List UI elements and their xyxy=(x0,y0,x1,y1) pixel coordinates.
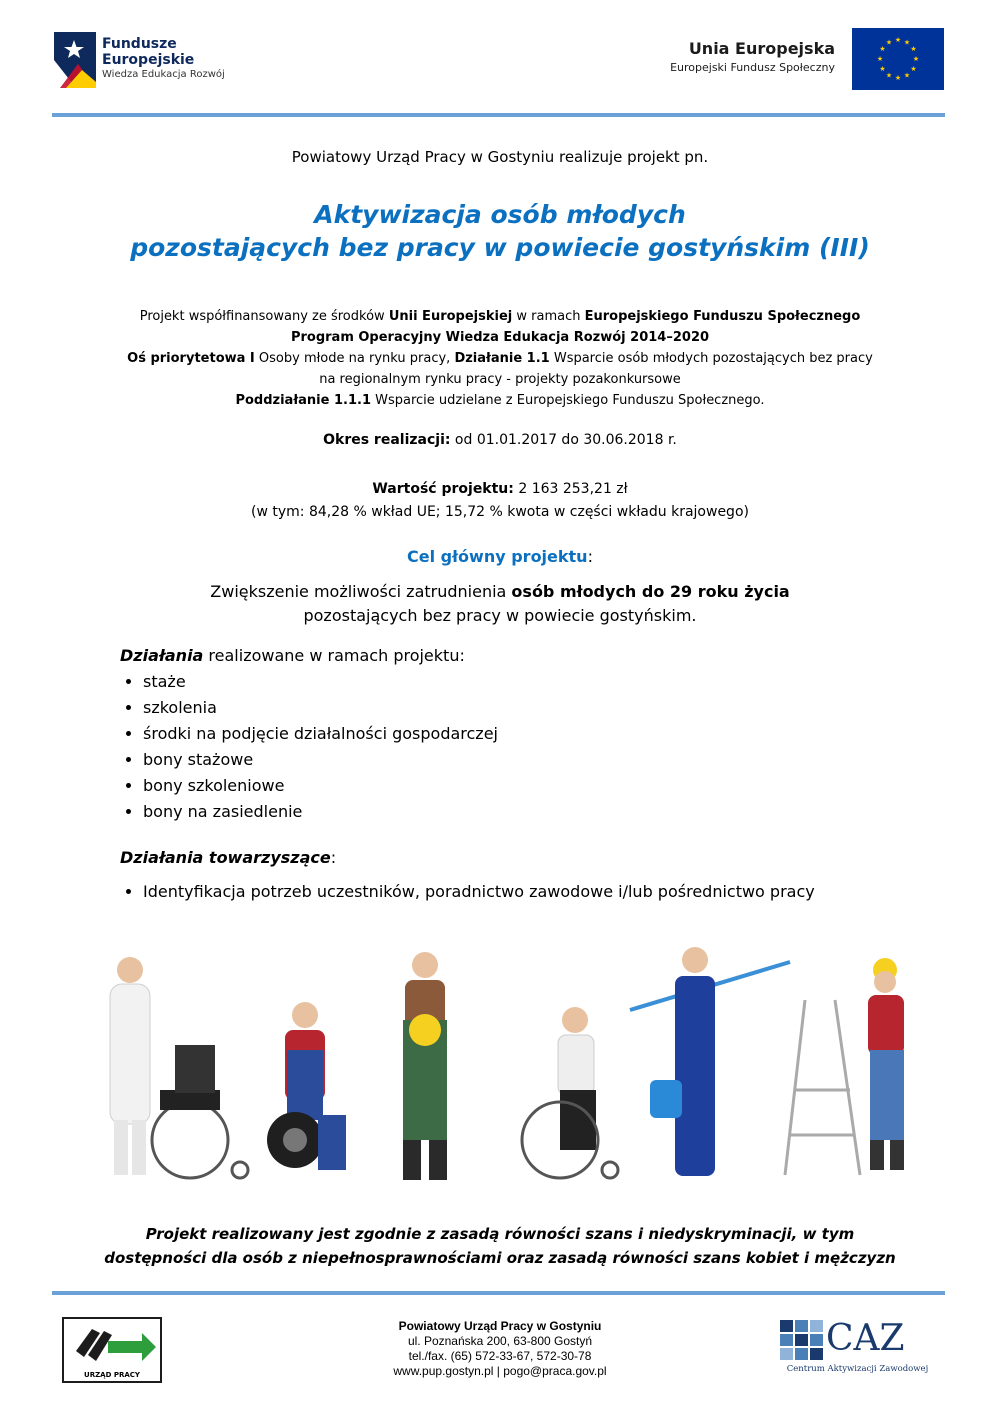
svg-text:★: ★ xyxy=(876,55,884,63)
cofin-submeasure: Poddziałanie 1.1.1 xyxy=(235,393,371,408)
ue-logo-line2: Europejski Fundusz Społeczny xyxy=(670,61,835,74)
equality-note-line1: Projekt realizowany jest zgodnie z zasadą równości szans i niedyskryminacji, w tym xyxy=(145,1225,855,1243)
cofin-efs: Europejskiego Funduszu Społecznego xyxy=(584,309,861,324)
gardener-figure-icon xyxy=(403,952,447,1180)
supporting-heading-rest: : xyxy=(330,848,337,867)
cofin-text: Osoby młode na rynku pracy, xyxy=(254,351,455,366)
svg-text:★: ★ xyxy=(903,71,911,80)
value-label: Wartość projektu: xyxy=(372,481,514,497)
actions-heading-em: Działania xyxy=(120,646,204,665)
caz-logo-icon xyxy=(780,1320,824,1360)
supporting-heading xyxy=(120,845,815,871)
fundusze-europejskie-logo-icon xyxy=(52,30,100,90)
ue-logo-line1: Unia Europejska xyxy=(688,39,835,58)
project-value-line xyxy=(0,478,1000,501)
cofin-text: w ramach xyxy=(512,309,585,324)
list-item: • bony szkoleniowe xyxy=(143,773,498,799)
value-amount: 2 163 253,21 zł xyxy=(513,481,628,497)
caz-logo-sub: Centrum Aktywizacji Zawodowej xyxy=(786,1364,929,1374)
realization-period xyxy=(0,432,1000,448)
svg-text:★: ★ xyxy=(885,71,893,80)
supporting-actions-section xyxy=(120,845,815,905)
svg-text:★: ★ xyxy=(903,38,911,47)
goal-line2: pozostających bez pracy w powiecie gostyńskim. xyxy=(303,606,697,625)
caz-logo xyxy=(780,1318,935,1380)
supporting-list xyxy=(120,879,815,905)
mechanic-figure-icon xyxy=(267,1002,346,1170)
project-title-line1: Aktywizacja osób młodych xyxy=(314,200,686,229)
list-item: • bony na zasiedlenie xyxy=(143,799,498,825)
list-item: • szkolenia xyxy=(143,695,498,721)
actions-heading xyxy=(120,643,498,669)
footer-divider xyxy=(52,1291,945,1295)
footer-web: www.pup.gostyn.pl | pogo@praca.gov.pl xyxy=(393,1364,607,1378)
period-value: od 01.01.2017 do 30.06.2018 r. xyxy=(450,432,677,448)
equality-note-line2: dostępności dla osób z niepełnosprawnościami oraz zasadą równości szans kobiet i mężczyzn xyxy=(104,1249,896,1267)
cofin-ue: Unii Europejskiej xyxy=(388,309,513,324)
cofinancing-line4: na regionalnym rynku pracy - projekty pozakonkursowe xyxy=(319,372,681,387)
goal-text-a: Zwiększenie możliwości zatrudnienia xyxy=(210,582,512,601)
goal-heading-colon: : xyxy=(587,547,593,566)
equality-note xyxy=(0,1222,1000,1270)
cofin-text: Wsparcie udzielane z Europejskiego Funduszu Społecznego. xyxy=(371,393,765,408)
cofin-axis: Oś priorytetowa I xyxy=(127,351,255,366)
fundusze-europejskie-logo-text xyxy=(102,36,225,82)
goal-target: osób młodych do 29 roku życia xyxy=(511,582,790,601)
project-value xyxy=(0,478,1000,524)
list-item: • bony stażowe xyxy=(143,747,498,773)
goal-line1 xyxy=(0,580,1000,604)
footer-org-name: Powiatowy Urząd Pracy w Gostyniu xyxy=(398,1319,602,1333)
svg-text:★: ★ xyxy=(879,65,886,73)
fe-logo-line2: Europejskie xyxy=(102,52,195,68)
goal-text xyxy=(0,580,1000,628)
actions-list xyxy=(120,669,498,825)
actions-section xyxy=(120,643,498,825)
svg-text:★: ★ xyxy=(885,38,893,47)
eu-flag-icon xyxy=(852,28,944,90)
list-item: • staże xyxy=(143,669,498,695)
cofinancing-block xyxy=(0,306,1000,411)
goal-heading-text: Cel główny projektu xyxy=(407,547,588,566)
svg-text:★: ★ xyxy=(910,65,917,73)
urzad-pracy-logo-label: URZĄD PRACY xyxy=(84,1371,140,1379)
caz-logo-big: CAZ xyxy=(826,1318,905,1359)
svg-text:★: ★ xyxy=(894,74,902,82)
woman-wheelchair-figure-icon xyxy=(522,1007,618,1178)
list-item: • Identyfikacja potrzeb uczestników, poradnictwo zawodowe i/lub pośrednictwo pracy xyxy=(143,879,815,905)
cofinancing-line5 xyxy=(0,390,1000,411)
svg-text:★: ★ xyxy=(910,45,917,53)
project-title xyxy=(0,198,1000,264)
people-illustration xyxy=(90,940,940,1190)
goal-heading xyxy=(0,547,1000,566)
cofinancing-line3 xyxy=(0,348,1000,369)
unia-europejska-logo-text xyxy=(670,38,835,76)
svg-text:★: ★ xyxy=(912,55,920,63)
svg-text:★: ★ xyxy=(894,36,902,44)
intro-text: Powiatowy Urząd Pracy w Gostyniu realizuje projekt pn. xyxy=(291,148,709,166)
cleaner-figure-icon xyxy=(630,947,790,1176)
cofin-text: Projekt współfinansowany ze środków xyxy=(139,309,389,324)
cofinancing-line1 xyxy=(0,306,1000,327)
svg-text:★: ★ xyxy=(879,45,886,53)
value-breakdown: (w tym: 84,28 % wkład UE; 15,72 % kwota w części wkładu krajowego) xyxy=(251,504,749,520)
cofin-measure: Działanie 1.1 xyxy=(454,351,550,366)
fe-logo-line1: Fundusze xyxy=(102,36,177,52)
footer-address: ul. Poznańska 200, 63-800 Gostyń xyxy=(407,1334,593,1348)
cofin-program: Program Operacyjny Wiedza Edukacja Rozwój 2014–2020 xyxy=(290,330,710,345)
actions-heading-rest: realizowane w ramach projektu: xyxy=(203,646,465,665)
footer-phone: tel./fax. (65) 572-33-67, 572-30-78 xyxy=(408,1349,592,1363)
cofinancing-line2 xyxy=(0,327,1000,348)
period-label: Okres realizacji: xyxy=(323,432,451,448)
supporting-heading-em: Działania towarzyszące xyxy=(120,848,331,867)
cofin-text: Wsparcie osób młodych pozostających bez pracy xyxy=(549,351,873,366)
construction-worker-figure-icon xyxy=(785,958,904,1175)
doctor-figure-icon xyxy=(110,957,248,1178)
header-divider xyxy=(52,113,945,117)
project-title-line2: pozostających bez pracy w powiecie gostyńskim (III) xyxy=(130,233,870,262)
fe-logo-line3: Wiedza Edukacja Rozwój xyxy=(102,69,225,80)
list-item: • środki na podjęcie działalności gospodarczej xyxy=(143,721,498,747)
